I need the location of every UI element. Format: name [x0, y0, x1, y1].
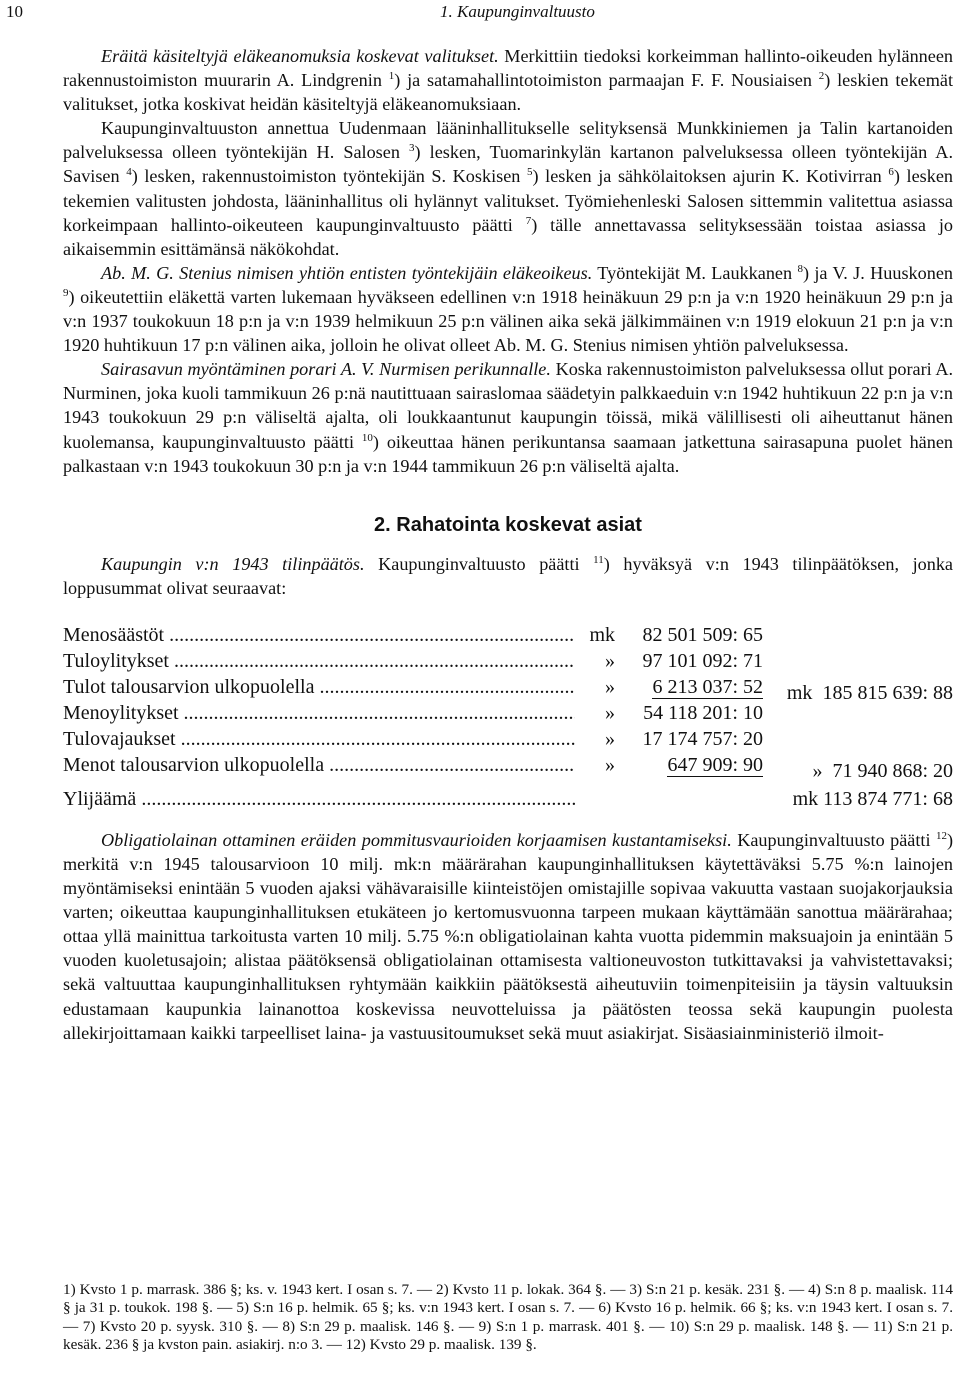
paragraph-financial-statement — [63, 552, 953, 600]
currency: » — [605, 675, 615, 698]
subtotal-amount: 71 940 868: 20 — [832, 759, 953, 782]
row-label: Tulot talousarvion ulkopuolella ..... — [63, 674, 575, 700]
currency: » — [605, 649, 615, 672]
row-label: Menoylitykset ..... — [63, 700, 575, 726]
currency: mk — [589, 623, 615, 646]
row-label: Menot talousarvion ulkopuolella ..... — [63, 752, 575, 778]
page-number: 10 — [6, 2, 23, 21]
paragraph-text: ) merkitä v:n 1945 talousarvioon 10 milj. mk:n määrärahan kaupunginhallituksen käytettäväksi 5.75 %:n lainojen myöntämiseksi enintään 5 vuoden ajaksi vähävaraisille kiinteistöjen omistajille sopivaa vakuutta vastaan suojakorjauksia varten; oikeuttaa kaupunginhallituksen etukäteen jo kertomusvuonna tarpeen mukaan käyttämään sanottua määrärahaa; ottaa yllä mainittua tarkoitusta varten 10 milj. 5.75 %:n obligatiolainan kahta vuotta pidemmin maksuajoin ja enintään 5 vuoden kuoletusajoin; alistaa päätöksensä obligatiolainan ottamisesta valtioneuvoston tutkittavaksi ja vahvistettavaksi; sekä valtuuttaa kaupunginhallituksen ryhtymään kaikkiin päätöksestä aiheutuviin toimenpiteisiin ja täysin valtuuksin edustamaan kaupunkia lainanottoa koskevissa neuvotteluissa ja päätösten teossa sekä kaupungin puolesta allekirjoittamaan kaikki tarpeelliset laina- ja vastuusitoumukset sekä muut asiakirjat. Sisäasiainministeriö ilmoit- — [63, 829, 954, 1043]
row-label: Menosäästöt ..... — [63, 622, 575, 648]
body-text — [63, 44, 953, 1045]
currency: » — [605, 701, 615, 724]
paragraph-text: Kaupunginvaltuuston annettua Uudenmaan lääninhallitukselle selityksensä Munkkiniemen ja Talin kartanoiden palveluksessa olleen työntekijän H. Salosen — [63, 118, 953, 163]
surplus-currency: mk — [792, 787, 819, 810]
paragraph-stenius-pension — [63, 261, 953, 357]
paragraph-widows-appeals — [63, 116, 953, 261]
row-label: Tulovajaukset ..... — [63, 726, 575, 752]
paragraph-text: ) hyväksyä v:n 1943 tilinpäätöksen, jonka loppusummat olivat seuraavat: — [63, 553, 953, 598]
amount-text: 647 909: 90 — [667, 753, 763, 776]
footnote-ref: 1 — [388, 70, 395, 83]
paragraph-pension-appeals — [63, 44, 953, 116]
paragraph-text: Merkittiin tiedoksi korkeimman hallinto-oikeuden hylänneen rakennustoimiston muurarin A. Lindgrenin — [63, 46, 953, 91]
amount-text: 6 213 037: 52 — [652, 675, 763, 698]
paragraph-text: ) ja satamahallintotoimiston parmaajan F. F. Nousiaisen — [394, 70, 819, 91]
section-title: 2. Rahatointa koskevat asiat — [374, 513, 642, 536]
paragraph-bond-loan — [63, 828, 953, 1045]
footnote-ref: 6 — [888, 166, 894, 179]
subtotal-currency: mk — [786, 681, 813, 704]
surplus-amount — [575, 786, 953, 812]
footnote-ref: 9 — [63, 286, 69, 299]
paragraph-heading: Kaupungin v:n 1943 tilinpäätös. — [101, 553, 365, 574]
amount — [615, 700, 763, 726]
amount — [615, 622, 763, 648]
footnote-ref: 8 — [797, 262, 803, 275]
paragraph-heading: Ab. M. G. Stenius nimisen yhtiön entisten työntekijäin eläkeoikeus. — [101, 262, 593, 283]
paragraph-text: ) oikeutettiin eläkettä varten lukemaan hyväkseen edellinen v:n 1918 heinäkuun 29 p:n ja v:n 1920 heinäkuun 29 p:n ja v:n 1937 toukokuun 18 p:n ja v:n 1939 helmikuun 25 p:n välinen aika sekä jälkimmäinen v:n 1919 elokuun 21 p:n ja v:n 1920 huhtikuun 17 p:n välinen aika, jolloin he olivat olleet Ab. M. G. Stenius nimisen yhtiön palveluksessa. — [63, 286, 953, 356]
page-header — [0, 2, 960, 28]
footnote-ref: 10 — [361, 431, 373, 444]
amount-text: 97 101 092: 71 — [642, 649, 763, 672]
amount — [615, 648, 763, 674]
amount-text: 17 174 757: 20 — [642, 727, 763, 750]
paragraph-text: Kaupunginvaltuusto päätti — [731, 829, 936, 850]
subtotal — [763, 680, 953, 706]
subtotal-currency: » — [812, 759, 823, 782]
subtotal-amount: 185 815 639: 88 — [822, 681, 953, 704]
table-row — [63, 752, 953, 782]
paragraph-text: Työntekijät M. Laukkanen — [592, 262, 798, 283]
paragraph-heading: Sairasavun myöntäminen porari A. V. Nurmisen perikunnalle. — [101, 359, 551, 380]
amount — [615, 752, 763, 778]
paragraph-text: ) tälle annettavassa selityksessään toistaa asiassa jo aikaisemmin esittämänsä näkökohdat. — [63, 214, 953, 259]
footnote-ref: 3 — [409, 142, 415, 155]
paragraph-text: Koska rakennustoimiston palveluksessa ollut porari A. Nurminen, joka kuoli tammikuun 26 p:nä nautittuaan sairaslomaa säädetyin palkkaeduin v:n 1942 huhtikuun 22 p:n ja v:n 1943 toukokuun 29 p:n väliseltä ajalta, oli loukkaantunut kaupungin töissä, mikä välillisesti oli aiheuttanut hänen kuolemansa, kaupunginvaltuusto päätti — [63, 359, 953, 452]
surplus-row — [63, 786, 953, 812]
amount — [615, 726, 763, 752]
footnote-ref: 5 — [526, 166, 533, 179]
currency: » — [605, 753, 615, 776]
table-row — [63, 622, 953, 648]
paragraph-text: Kaupunginvaltuusto päätti — [364, 553, 594, 574]
row-label: Tuloylitykset ..... — [63, 648, 575, 674]
amount-text: 82 501 509: 65 — [642, 623, 763, 646]
paragraph-text: ) ja V. J. Huuskonen — [802, 262, 953, 283]
paragraph-sickness-benefit — [63, 357, 953, 477]
amount-text: 54 118 201: 10 — [643, 701, 763, 724]
footnote-ref: 11 — [593, 553, 604, 566]
footnote-ref: 12 — [935, 829, 947, 842]
currency: » — [605, 727, 615, 750]
amount — [615, 674, 763, 700]
table-row — [63, 726, 953, 752]
footnotes: 1) Kvsto 1 p. marrask. 386 §; ks. v. 1943 kert. I osan s. 7. — 2) Kvsto 11 p. lokak. 364 §. — 3) S:n 21 p. kesäk. 231 §. — 4) S:n 8 p. maalisk. 114 § ja 31 p. toukok. 198 §. — 5) S:n 16 p. helmik. 65 §; ks. v:n 1943 kert. I osan s. 7. — 6) Kvsto 16 p. helmik. 66 §; ks. v:n 1943 kert. I osan s. 7. — 7) Kvsto 20 p. syysk. 310 §. — 8) S:n 29 p. maalisk. 146 §. — 9) S:n 1 p. marrask. 401 §. — 10) S:n 29 p. maalisk. 148 §. — 11) S:n 21 p. kesäk. 236 § ja kvston pain. asiakirj. n:o 3. — 12) Kvsto 29 p. maalisk. 139 §. — [63, 1281, 953, 1354]
paragraph-text: ) lesken ja sähkölaitoksen ajurin K. Kotivirran — [532, 166, 889, 187]
paragraph-text: ) leskien tekemät valitukset, jotka koskivat heidän käsiteltyjä eläkeanomuksiaan. — [63, 70, 954, 115]
table-row — [63, 674, 953, 704]
footnote-ref: 2 — [818, 70, 825, 83]
paragraph-text: ) lesken tekemien valitusten johdosta, lääninhallitus oli hylännyt valitukset. Työmiehenleski Salosen sittemmin valitettua asiassa korkeimpaan hallinto-oikeuteen kaupunginvaltuusto päätti — [63, 166, 953, 235]
row-label: Ylijäämä ..... — [63, 786, 575, 812]
footnote-ref: 4 — [126, 166, 132, 179]
subtotal — [763, 758, 953, 784]
surplus-value: 113 874 771: 68 — [823, 787, 953, 810]
paragraph-heading: Obligatiolainan ottaminen eräiden pommitusvaurioiden korjaamisen kustantamiseksi. — [101, 829, 732, 850]
paragraph-text: ) lesken, rakennustoimiston työntekijän S. Koskisen — [131, 166, 527, 187]
financial-table — [63, 622, 953, 812]
running-title: 1. Kaupunginvaltuusto — [440, 2, 595, 21]
footnote-ref: 7 — [525, 214, 532, 227]
paragraph-text: ) oikeuttaa hänen perikuntansa saamaan jatkettuna sairasapuna puolet hänen palkastaan v:n 1943 toukokuun 30 p:n ja v:n 1944 tammikuun 26 p:n väliseltä ajalta. — [63, 431, 953, 476]
table-row — [63, 648, 953, 674]
paragraph-text: ) lesken, Tuomarinkylän kartanon palveluksessa olleen työntekijän A. Savisen — [63, 142, 953, 187]
paragraph-heading: Eräitä käsiteltyjä eläkeanomuksia koskevat valitukset. — [101, 46, 499, 66]
